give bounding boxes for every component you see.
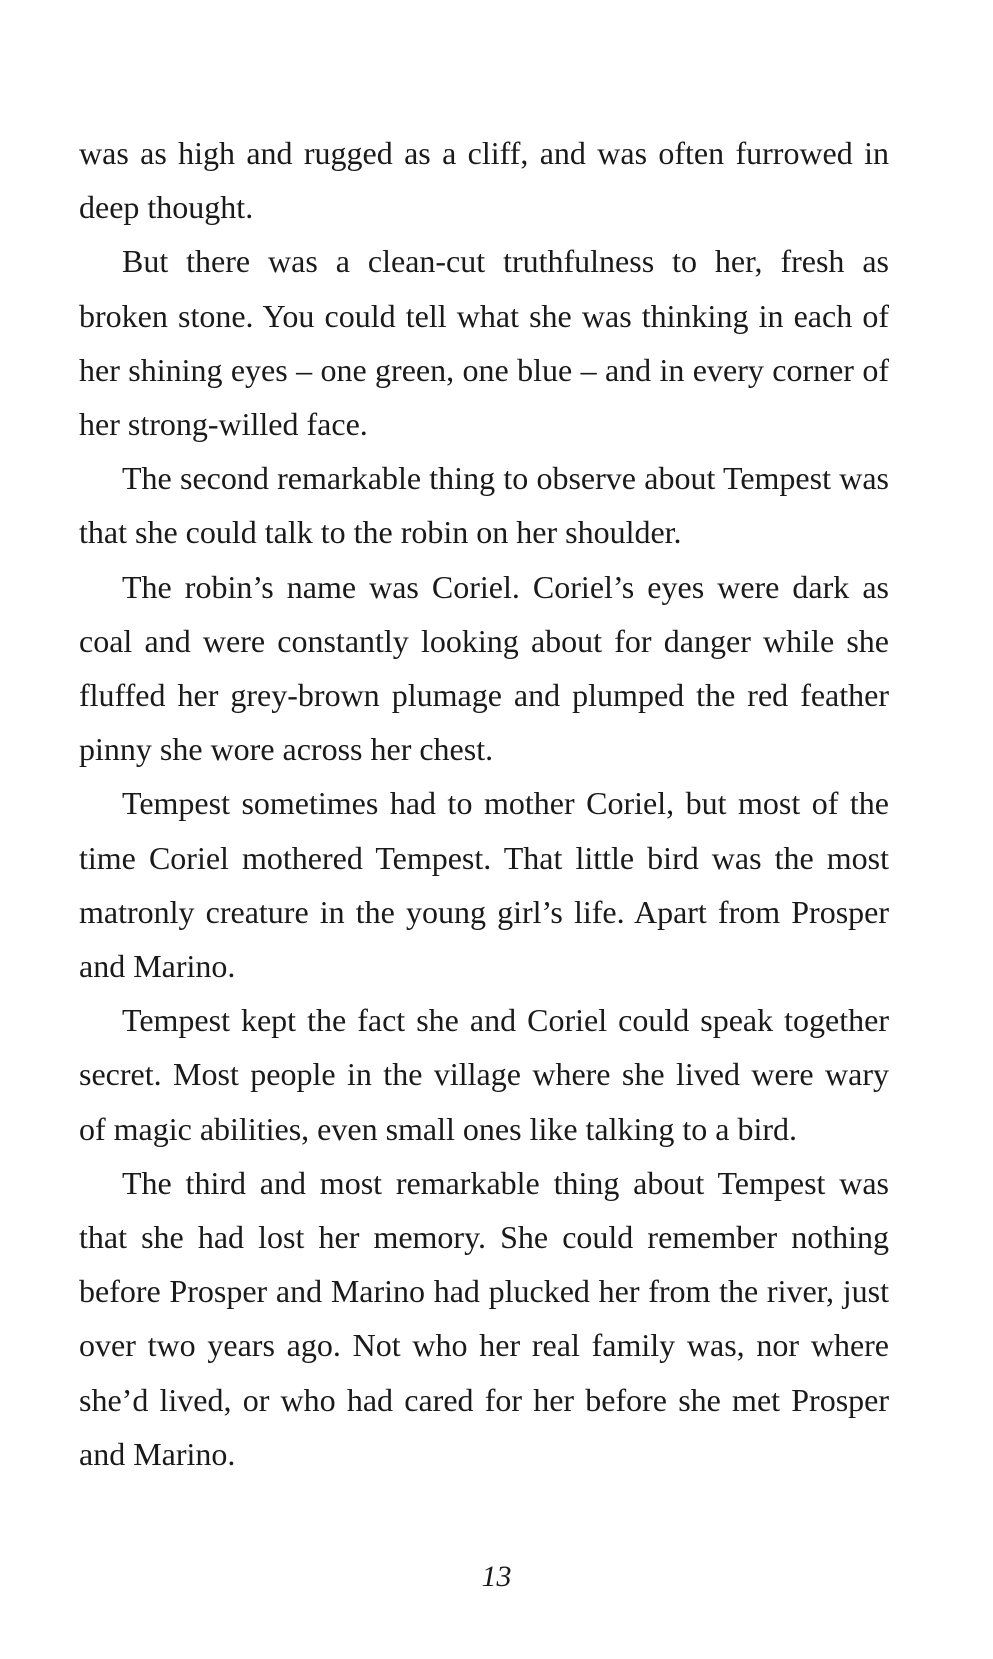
paragraph-2: But there was a clean-cut truthfulness to her, fresh as broken stone. You could tell what she was thinking in each of her shining eyes – one green, one blue – and in every corner of her strong-willed face. — [79, 243, 889, 443]
paragraph-5: Tempest sometimes had to mother Coriel, but most of the time Coriel mothered Tempest. That little bird was the most matronly creature in the young girl’s life. Apart from Prosper and Marino. — [79, 785, 889, 985]
paragraph-6: Tempest kept the fact she and Coriel could speak together secret. Most people in the village where she lived were wary of magic abilities, even small ones like talking to a bird. — [79, 1002, 889, 1147]
page-number: 13 — [481, 1560, 512, 1593]
paragraph-7: The third and most remarkable thing about Tempest was that she had lost her memory. She could remember nothing before Prosper and Marino had plucked her from the river, just over two years ago. Not who her real family was, nor where she’d lived, or who had cared for her before she met Prosper and Marino. — [79, 1164, 889, 1472]
paragraph-3: The second remarkable thing to observe about Tempest was that she could talk to the robin on her shoulder. — [79, 460, 889, 551]
paragraph-1: was as high and rugged as a cliff, and was often furrowed in deep thought. — [79, 135, 889, 226]
book-page-body — [79, 126, 889, 1481]
paragraph-4: The robin’s name was Coriel. Coriel’s eyes were dark as coal and were constantly looking about for danger while she fluffed her grey-brown plumage and plumped the red feather pinny she wore across her chest. — [79, 568, 889, 768]
